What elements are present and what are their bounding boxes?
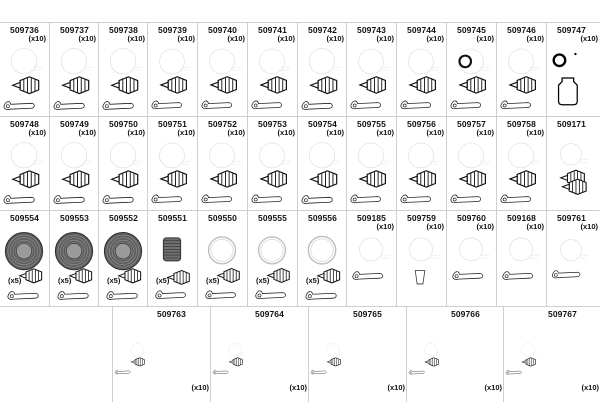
part-quantity: (x10) [376, 222, 394, 231]
part-code: 509743 [357, 25, 386, 35]
part-code: 509171 [557, 119, 586, 129]
clip-icon [401, 195, 431, 203]
part-drawing [99, 211, 147, 306]
part-drawing [50, 211, 98, 306]
part-cell [396, 211, 447, 306]
part-cell [147, 211, 198, 306]
fitting-icon [261, 77, 287, 93]
fitting-icon [327, 358, 340, 366]
part-code: 509185 [357, 213, 386, 223]
part-drawing [0, 211, 48, 306]
part-cell [147, 117, 198, 212]
part-code: 509749 [60, 119, 89, 129]
part-code: 509756 [407, 119, 436, 129]
part-drawing [248, 211, 296, 306]
part-code: 509737 [60, 25, 89, 35]
clip-icon [451, 195, 481, 203]
clip-icon [401, 101, 431, 109]
part-cell [49, 117, 99, 212]
part-code: 509744 [407, 25, 436, 35]
clip-icon [501, 195, 531, 203]
part-code: 509761 [557, 213, 586, 223]
part-code: 509757 [457, 119, 486, 129]
part-quantity: (x10) [376, 128, 394, 137]
fitting-icon [218, 269, 240, 283]
part-cell [496, 23, 547, 118]
clip-icon [202, 195, 232, 203]
clip-icon [351, 195, 381, 203]
clip-icon [8, 292, 38, 300]
part-quantity: (x5) [256, 276, 270, 285]
part-code: 509745 [457, 25, 486, 35]
clip-icon [202, 101, 232, 109]
clip-icon [451, 101, 481, 109]
fitting-icon [522, 358, 535, 366]
clip-icon [256, 291, 286, 299]
grease-bottle-icon [559, 78, 578, 105]
part-code: 509168 [507, 213, 536, 223]
part-drawing [547, 117, 595, 212]
part-cell [546, 211, 600, 306]
clip-icon [156, 291, 186, 299]
small-ring-icon [574, 53, 576, 55]
fitting-icon [318, 269, 340, 283]
fitting-icon [510, 171, 536, 187]
fitting-icon [13, 171, 39, 188]
part-code: 509553 [60, 213, 89, 223]
bellows-boot-icon [5, 233, 42, 270]
part-quantity: (x5) [8, 276, 22, 285]
catalog-row-1 [0, 22, 600, 118]
catalog-row-3 [0, 210, 600, 306]
part-cell [406, 307, 504, 402]
part-cell [197, 23, 248, 118]
part-quantity: (x10) [289, 383, 307, 392]
clip-icon [252, 101, 282, 109]
part-code: 509739 [158, 25, 187, 35]
part-quantity: (x10) [476, 34, 494, 43]
part-quantity: (x10) [28, 34, 46, 43]
clip-icon [4, 102, 34, 110]
fitting-icon [131, 358, 144, 366]
part-quantity: (x10) [277, 128, 295, 137]
part-code: 509738 [109, 25, 138, 35]
part-quantity: (x10) [127, 34, 145, 43]
part-code: 509753 [258, 119, 287, 129]
part-code: 509754 [308, 119, 337, 129]
ring-icon [308, 236, 335, 263]
part-drawing [148, 211, 196, 306]
fitting-icon [268, 269, 290, 283]
part-code: 509746 [507, 25, 536, 35]
clip-icon [353, 272, 383, 280]
part-quantity: (x10) [526, 34, 544, 43]
part-quantity: (x10) [484, 383, 502, 392]
part-cell [0, 211, 49, 306]
part-cell [247, 211, 298, 306]
clip-icon [311, 370, 326, 374]
fitting-icon [229, 358, 242, 366]
fitting-icon [360, 77, 386, 93]
fitting-icon [311, 77, 337, 94]
part-cell [503, 307, 600, 402]
fitting-icon [63, 171, 89, 188]
clip-icon [506, 370, 521, 374]
part-cell [446, 117, 497, 212]
clip-icon [54, 102, 84, 110]
part-code: 509765 [353, 309, 382, 319]
clip-icon [306, 292, 336, 300]
part-quantity: (x10) [426, 222, 444, 231]
part-quantity: (x10) [227, 34, 245, 43]
clip-icon [552, 271, 580, 278]
part-quantity: (x10) [326, 34, 344, 43]
fitting-icon [112, 171, 138, 188]
part-cell [0, 117, 49, 212]
part-quantity: (x5) [156, 276, 170, 285]
part-quantity: (x5) [58, 276, 72, 285]
part-cell [308, 307, 407, 402]
fitting-icon [168, 271, 190, 285]
clip-icon [206, 291, 236, 299]
part-code: 509736 [10, 25, 39, 35]
fitting-icon [261, 171, 287, 187]
part-drawing [504, 307, 552, 402]
clip-icon [252, 195, 282, 203]
part-code: 509741 [258, 25, 287, 35]
part-cell [396, 23, 447, 118]
part-code: 509742 [308, 25, 337, 35]
part-cell [346, 23, 397, 118]
part-quantity: (x10) [376, 34, 394, 43]
o-ring-icon [554, 55, 566, 67]
clip-icon [302, 196, 332, 204]
part-quantity: (x10) [277, 34, 295, 43]
clip-icon [501, 101, 531, 109]
bellows-boot-icon [55, 233, 92, 270]
part-cell [346, 211, 397, 306]
catalog-row-2 [0, 116, 600, 212]
part-drawing [298, 211, 346, 306]
fitting-icon [562, 179, 586, 194]
part-quantity: (x10) [387, 383, 405, 392]
part-cell [49, 211, 99, 306]
part-cell [546, 117, 600, 212]
part-quantity: (x10) [526, 222, 544, 231]
part-cell [49, 23, 99, 118]
part-quantity: (x10) [580, 34, 598, 43]
ring-icon [259, 237, 286, 264]
part-code: 509766 [451, 309, 480, 319]
catalog-row-4 [0, 306, 600, 402]
fitting-icon [510, 77, 536, 93]
part-drawing [198, 211, 246, 306]
part-quantity: (x10) [127, 128, 145, 137]
part-cell [112, 307, 211, 402]
part-drawing [407, 307, 455, 402]
fitting-icon [460, 77, 486, 93]
part-code: 509552 [109, 213, 138, 223]
part-quantity: (x10) [227, 128, 245, 137]
part-cell [197, 117, 248, 212]
part-code: 509767 [548, 309, 577, 319]
part-cell [197, 211, 248, 306]
part-cell [546, 23, 600, 118]
fitting-icon [425, 358, 438, 366]
part-quantity: (x10) [177, 128, 195, 137]
part-quantity: (x10) [78, 128, 96, 137]
part-cell [496, 211, 547, 306]
part-cell [98, 211, 148, 306]
part-code: 509759 [407, 213, 436, 223]
part-code: 509750 [109, 119, 138, 129]
part-quantity: (x10) [581, 383, 599, 392]
clip-icon [213, 370, 228, 374]
clip-icon [503, 272, 533, 280]
fitting-icon [119, 269, 141, 283]
part-code: 509755 [357, 119, 386, 129]
part-quantity: (x10) [28, 128, 46, 137]
part-code: 509764 [255, 309, 284, 319]
part-cell [210, 307, 309, 402]
fitting-icon [311, 171, 337, 188]
part-cell [98, 23, 148, 118]
clip-icon [152, 101, 182, 109]
part-code: 509747 [557, 25, 586, 35]
fitting-icon [70, 269, 92, 283]
part-cell [98, 117, 148, 212]
clip-icon [58, 292, 88, 300]
clip-icon [152, 195, 182, 203]
fitting-icon [13, 77, 39, 94]
part-code: 509550 [208, 213, 237, 223]
clip-icon [351, 101, 381, 109]
part-quantity: (x10) [426, 128, 444, 137]
part-cell [446, 23, 497, 118]
clip-icon [4, 196, 34, 204]
ring-icon [209, 237, 236, 264]
part-code: 509740 [208, 25, 237, 35]
part-code: 509556 [308, 213, 337, 223]
clip-icon [302, 102, 332, 110]
part-code: 509758 [507, 119, 536, 129]
clip-icon [409, 370, 424, 374]
fitting-icon [410, 77, 436, 93]
part-cell [297, 117, 347, 212]
part-quantity: (x10) [191, 383, 209, 392]
part-quantity: (x5) [107, 276, 121, 285]
part-code: 509763 [157, 309, 186, 319]
part-code: 509752 [208, 119, 237, 129]
fitting-icon [161, 77, 187, 93]
part-cell [496, 117, 547, 212]
part-code: 509551 [158, 213, 187, 223]
part-code: 509554 [10, 213, 39, 223]
tab-icon [415, 271, 425, 284]
fitting-icon [460, 171, 486, 187]
part-cell [446, 211, 497, 306]
part-cell [297, 211, 347, 306]
part-quantity: (x10) [326, 128, 344, 137]
part-code: 509751 [158, 119, 187, 129]
part-cell [147, 23, 198, 118]
fitting-icon [360, 171, 386, 187]
fitting-icon [112, 77, 138, 94]
part-cell [247, 23, 298, 118]
part-cell [0, 23, 49, 118]
part-quantity: (x10) [526, 128, 544, 137]
part-code: 509748 [10, 119, 39, 129]
fitting-icon [211, 171, 237, 187]
fitting-icon [161, 171, 187, 187]
bellows-boot-icon [104, 233, 141, 270]
part-quantity: (x10) [476, 128, 494, 137]
clip-icon [107, 292, 137, 300]
part-quantity: (x5) [306, 276, 320, 285]
part-code: 509555 [258, 213, 287, 223]
clip-icon [103, 196, 133, 204]
fitting-icon [410, 171, 436, 187]
part-code: 509760 [457, 213, 486, 223]
part-cell [396, 117, 447, 212]
part-drawing [309, 307, 357, 402]
part-cell [247, 117, 298, 212]
fitting-icon [63, 77, 89, 94]
fitting-icon [211, 77, 237, 93]
clip-icon [115, 370, 130, 374]
bellows-boot-icon [163, 238, 180, 261]
part-quantity: (x10) [177, 34, 195, 43]
part-quantity: (x10) [78, 34, 96, 43]
part-cell [346, 117, 397, 212]
part-quantity: (x5) [206, 276, 220, 285]
part-drawing [211, 307, 259, 402]
part-drawing [113, 307, 161, 402]
part-cell [297, 23, 347, 118]
fitting-icon [20, 269, 42, 283]
o-ring-icon [459, 56, 471, 68]
clip-icon [103, 102, 133, 110]
clip-icon [453, 272, 483, 280]
clip-icon [54, 196, 84, 204]
part-quantity: (x10) [580, 222, 598, 231]
part-quantity: (x10) [476, 222, 494, 231]
part-quantity: (x10) [426, 34, 444, 43]
